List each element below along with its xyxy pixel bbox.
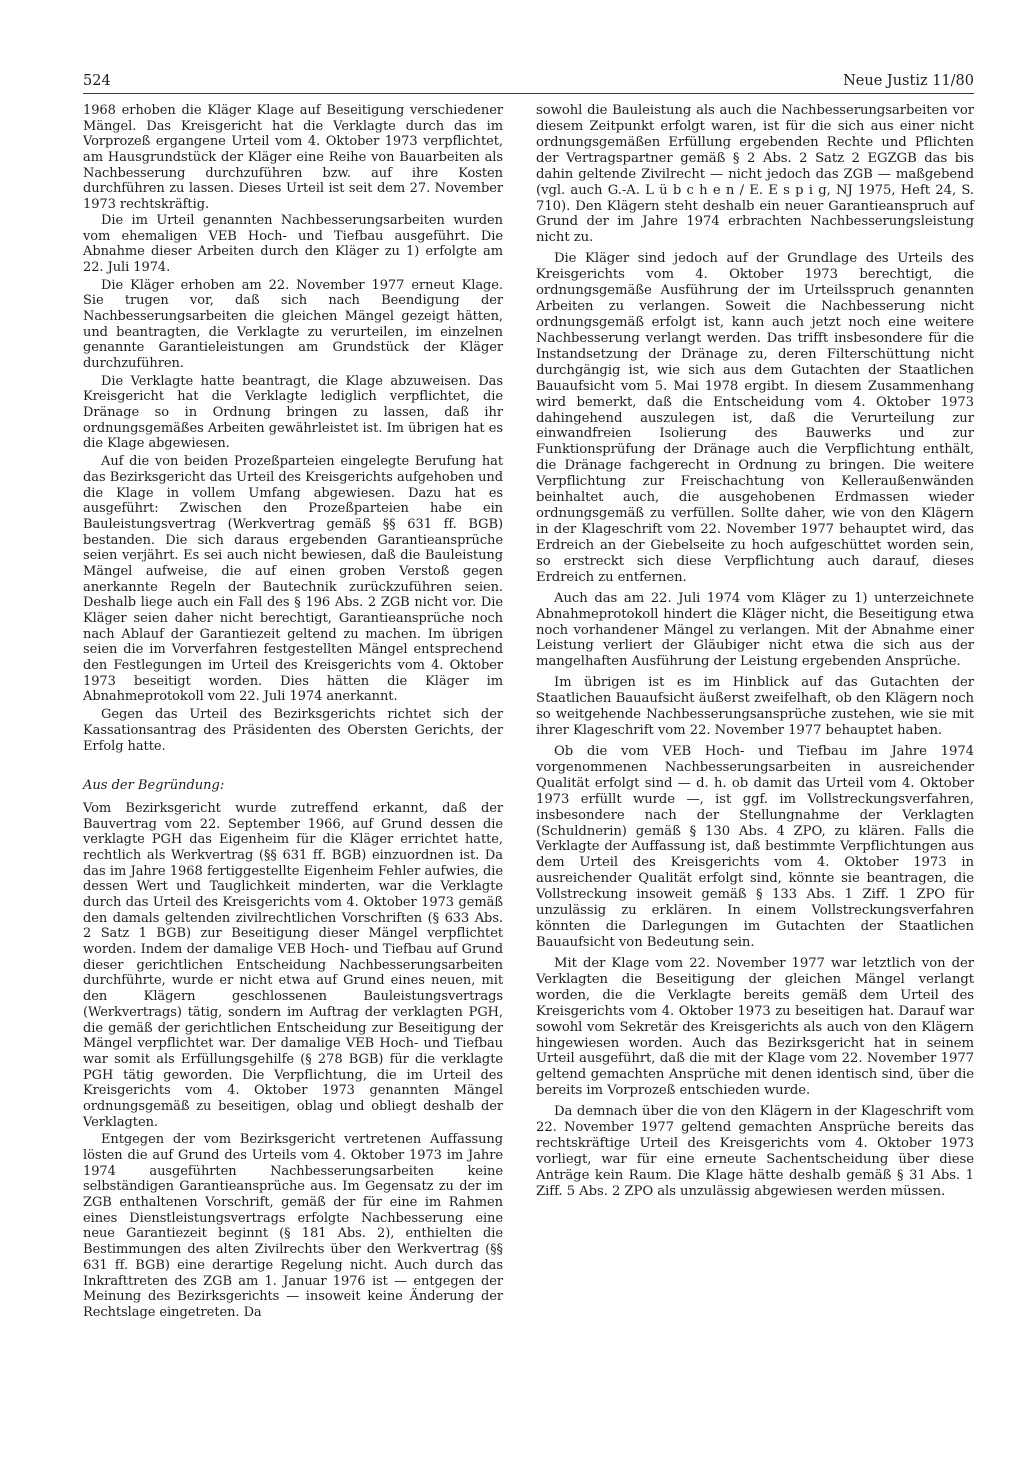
paragraph: Mit der Klage vom 22. November 1977 war letztlich von der Verklagten die Beseitigung der gleichen Mängel verlangt worden, die die Verklagte bereits gemäß dem Urteil des Kreisgerichts vom 4. Oktober 1973 zu beseitigen hat. Darauf war sowohl vom Sekretär des Kreisgerichts als auch von den Klägern hingewiesen worden. Auch das Bezirksgericht hat in seinem Urteil ausgeführt, daß die mit der Klage vom 22. November 1977 geltend gemachten Ansprüche mit denen identisch sind, über die bereits im Vorprozeß entschieden wurde. (536, 955, 974, 1099)
paragraph: Auch das am 22. Juli 1974 vom Kläger zu 1) unterzeichnete Abnahmeprotokoll hindert die Kläger nicht, die Beseitigung etwa noch vorhandener Mängel zu verlangen. Mit der Abnahme einer Leistung verliert der Gläubiger nicht etwa die sich aus der mangelhaften Ausführung der Leistung ergebenden Ansprüche. (536, 590, 974, 670)
paragraph: Die im Urteil genannten Nachbesserungsarbeiten wurden vom ehemaligen VEB Hoch- und Tiefbau ausgeführt. Die Abnahme dieser Arbeiten durch den Kläger zu 1) erfolgte am 22. Juli 1974. (83, 212, 503, 275)
paragraph: sowohl die Bauleistung als auch die Nachbesserungsarbeiten vor diesem Zeitpunkt erfolgt waren, ist für die sich aus einer nicht ordnungsgemäßen Erfüllung ergebenden Rechte und Pflichten der Vertragspartner gemäß § 2 Abs. 2 Satz 2 EGZGB das bis dahin geltende Zivilrecht — nicht jedoch das ZGB — maßgebend (vgl. auch G.-A. L ü b c h e n / E. E s p i g, NJ 1975, Heft 24, S. 710). Den Klägern steht deshalb ein neuer Garantieanspruch auf Grund der im Jahre 1974 erbrachten Nachbesserungsleistung nicht zu. (536, 103, 974, 246)
page-number: 524 (83, 73, 111, 89)
paragraph: Vom Bezirksgericht wurde zutreffend erkannt, daß der Bauvertrag vom 22. September 1966, auf Grund dessen die verklagte PGH das Eigenheim für die Kläger errichtet hatte, rechtlich als Werkvertrag (§§ 631 ff. BGB) einzuordnen ist. Da das im Jahre 1968 fertiggestellte Eigenheim Fehler aufwies, die dessen Wert und Tauglichkeit minderten, war die Verklagte durch das Urteil des Kreisgerichts vom 4. Oktober 1973 gemäß den damals geltenden zivilrechtlichen Vorschriften (§ 633 Abs. 2 Satz 1 BGB) zur Beseitigung dieser Mängel verpflichtet worden. Indem der damalige VEB Hoch- und Tiefbau auf Grund dieser gerichtlichen Entscheidung Nachbesserungsarbeiten durchführte, wurde er nicht etwa auf Grund eines neuen, mit den Klägern geschlossenen Bauleistungsvertrags (Werkvertrags) tätig, sondern im Auftrag der verklagten PGH, die gemäß der gerichtlichen Entscheidung zur Beseitigung der Mängel verpflichtet war. Der damalige VEB Hoch- und Tiefbau war somit als Erfüllungsgehilfe (§ 278 BGB) für die verklagte PGH tätig geworden. Die Verpflichtung, die im Urteil des Kreisgerichts vom 4. Oktober 1973 genannten Mängel ordnungsgemäß zu beseitigen, oblag und obliegt deshalb der Verklagten. (83, 800, 503, 1130)
paragraph: Die Kläger erhoben am 22. November 1977 erneut Klage. Sie trugen vor, daß sich nach Beendigung der Nachbesserungsarbeiten die gleichen Mängel gezeigt hätten, und beantragten, die Verklagte zu verurteilen, im einzelnen genannte Garantieleistungen am Grundstück der Kläger durchzuführen. (83, 277, 503, 371)
right-column (536, 103, 974, 1200)
paragraph: Entgegen der vom Bezirksgericht vertretenen Auffassung lösten die auf Grund des Urteils vom 4. Oktober 1973 im Jahre 1974 ausgeführten Nachbesserungsarbeiten keine selbständigen Garantieansprüche aus. Im Gegensatz zu der im ZGB enthaltenen Vorschrift, gemäß der für eine im Rahmen eines Dienstleistungsvertrags erfolgte Nachbesserung eine neue Garantiezeit beginnt (§ 181 Abs. 2), enthielten die Bestimmungen des alten Zivilrechts über den Werkvertrag (§§ 631 ff. BGB) eine derartige Regelung nicht. Auch durch das Inkrafttreten des ZGB am 1. Januar 1976 ist — entgegen der Meinung des Bezirksgerichts — insoweit keine Änderung der Rechtslage eingetreten. Da (83, 1132, 503, 1320)
paragraph: Ob die vom VEB Hoch- und Tiefbau im Jahre 1974 vorgenommenen Nachbesserungsarbeiten in ausreichender Qualität erfolgt sind — d. h. ob damit das Urteil vom 4. Oktober 1973 erfüllt wurde —, ist ggf. im Vollstreckungsverfahren, insbesondere nach der Stellungnahme der Verklagten (Schuldnerin) gemäß § 130 Abs. 4 ZPO, zu klären. Falls die Verklagte der Auffassung ist, daß bestimmte Verpflichtungen aus dem Urteil des Kreisgerichts vom 4. Oktober 1973 in ausreichender Qualität erfolgt sind, könnte sie beantragen, die Vollstreckung insoweit gemäß § 133 Abs. 1 Ziff. 1 ZPO für unzulässig zu erklären. In einem Vollstreckungsverfahren könnten die Darlegungen im Gutachten der Staatlichen Bauaufsicht von Bedeutung sein. (536, 743, 974, 951)
header-rule (83, 93, 974, 94)
paragraph: Die Kläger sind jedoch auf der Grundlage des Urteils des Kreisgerichts vom 4. Oktober 1973 berechtigt, die ordnungsgemäße Ausführung der im Urteilsspruch genannten Arbeiten zu verlangen. Soweit die Nachbesserung nicht ordnungsgemäß erfolgt ist, kann auch jetzt noch eine weitere Nachbesserung verlangt werden. Das trifft insbesondere für die Instandsetzung der Dränage zu, deren Filterschüttung nicht durchgängig ist, wie sich aus dem Gutachten der Staatlichen Bauaufsicht vom 5. Mai 1978 ergibt. In diesem Zusammenhang wird bemerkt, daß die Entscheidung vom 4. Oktober 1973 dahingehend auszulegen ist, daß die Verurteilung zur einwandfreien Isolierung des Bauwerks und zur Funktionsprüfung der Dränage auch die Verpflichtung enthält, die Dränage fachgerecht in Ordnung zu bringen. Die weitere Verpflichtung zur Freischachtung von Kelleraußenwänden beinhaltet auch, die ausgehobenen Erdmassen wieder ordnungsgemäß zu verfüllen. Sollte daher, wie von den Klägern in der Klageschrift vom 22. November 1977 behauptet wird, das Erdreich an der Giebelseite zu hoch aufgeschüttet worden sein, so erstreckt sich diese Verpflichtung auch darauf, dieses Erdreich zu entfernen. (536, 251, 974, 585)
left-column (83, 103, 503, 1321)
paragraph: Auf die von beiden Prozeßparteien eingelegte Berufung hat das Bezirksgericht das Urteil des Kreisgerichts aufgehoben und die Klage in vollem Umfang abgewiesen. Dazu hat es ausgeführt: Zwischen den Prozeßparteien habe ein Bauleistungsvertrag (Werkvertrag gemäß §§ 631 ff. BGB) bestanden. Die sich daraus ergebenden Garantieansprüche seien verjährt. Es sei auch nicht bewiesen, daß die Bauleistung Mängel aufweise, die auf einen groben Verstoß gegen anerkannte Regeln der Bautechnik zurückzuführen seien. Deshalb liege auch ein Fall des § 196 Abs. 2 ZGB nicht vor. Die Kläger seien daher nicht berechtigt, Garantieansprüche noch nach Ablauf der Garantiezeit geltend zu machen. Im übrigen seien die im Vorverfahren festgestellten Mängel entsprechend den Festlegungen im Urteil des Kreisgerichts vom 4. Oktober 1973 beseitigt worden. Dies hätten die Kläger im Abnahmeprotokoll vom 22. Juli 1974 anerkannt. (83, 454, 503, 705)
paragraph: 1968 erhoben die Kläger Klage auf Beseitigung verschiedener Mängel. Das Kreisgericht hat die Verklagte durch das im Vorprozeß ergangene Urteil vom 4. Oktober 1973 verpflichtet, am Hausgrundstück der Kläger eine Reihe von Bauarbeiten als Nachbesserung durchzuführen bzw. auf ihre Kosten durchführen zu lassen. Dieses Urteil ist seit dem 27. November 1973 rechtskräftig. (83, 103, 503, 213)
paragraph: Im übrigen ist es im Hinblick auf das Gutachten der Staatlichen Bauaufsicht äußerst zweifelhaft, ob den Klägern noch so weitgehende Nachbesserungsansprüche zustehen, wie sie mit ihrer Klageschrift vom 22. November 1977 behauptet haben. (536, 675, 974, 739)
paragraph: Da demnach über die von den Klägern in der Klageschrift vom 22. November 1977 geltend gemachten Ansprüche bereits das rechtskräftige Urteil des Kreisgerichts vom 4. Oktober 1973 vorliegt, war für eine erneute Sachentscheidung über diese Anträge kein Raum. Die Klage hätte deshalb gemäß § 31 Abs. 1 Ziff. 5 Abs. 2 ZPO als unzulässig abgewiesen werden müssen. (536, 1104, 974, 1199)
paragraph: Die Verklagte hatte beantragt, die Klage abzuweisen. Das Kreisgericht hat die Verklagte lediglich verpflichtet, die Dränage so in Ordnung bringen zu lassen, daß ihr ordnungsgemäßes Arbeiten gewährleistet ist. Im übrigen hat es die Klage abgewiesen. (83, 373, 503, 452)
paragraph: Gegen das Urteil des Bezirksgerichts richtet sich der Kassationsantrag des Präsidenten des Obersten Gerichts, der Erfolg hatte. (83, 707, 503, 754)
journal-title: Neue Justiz 11/80 (843, 73, 974, 89)
section-heading: Aus der Begründung: (83, 778, 225, 794)
